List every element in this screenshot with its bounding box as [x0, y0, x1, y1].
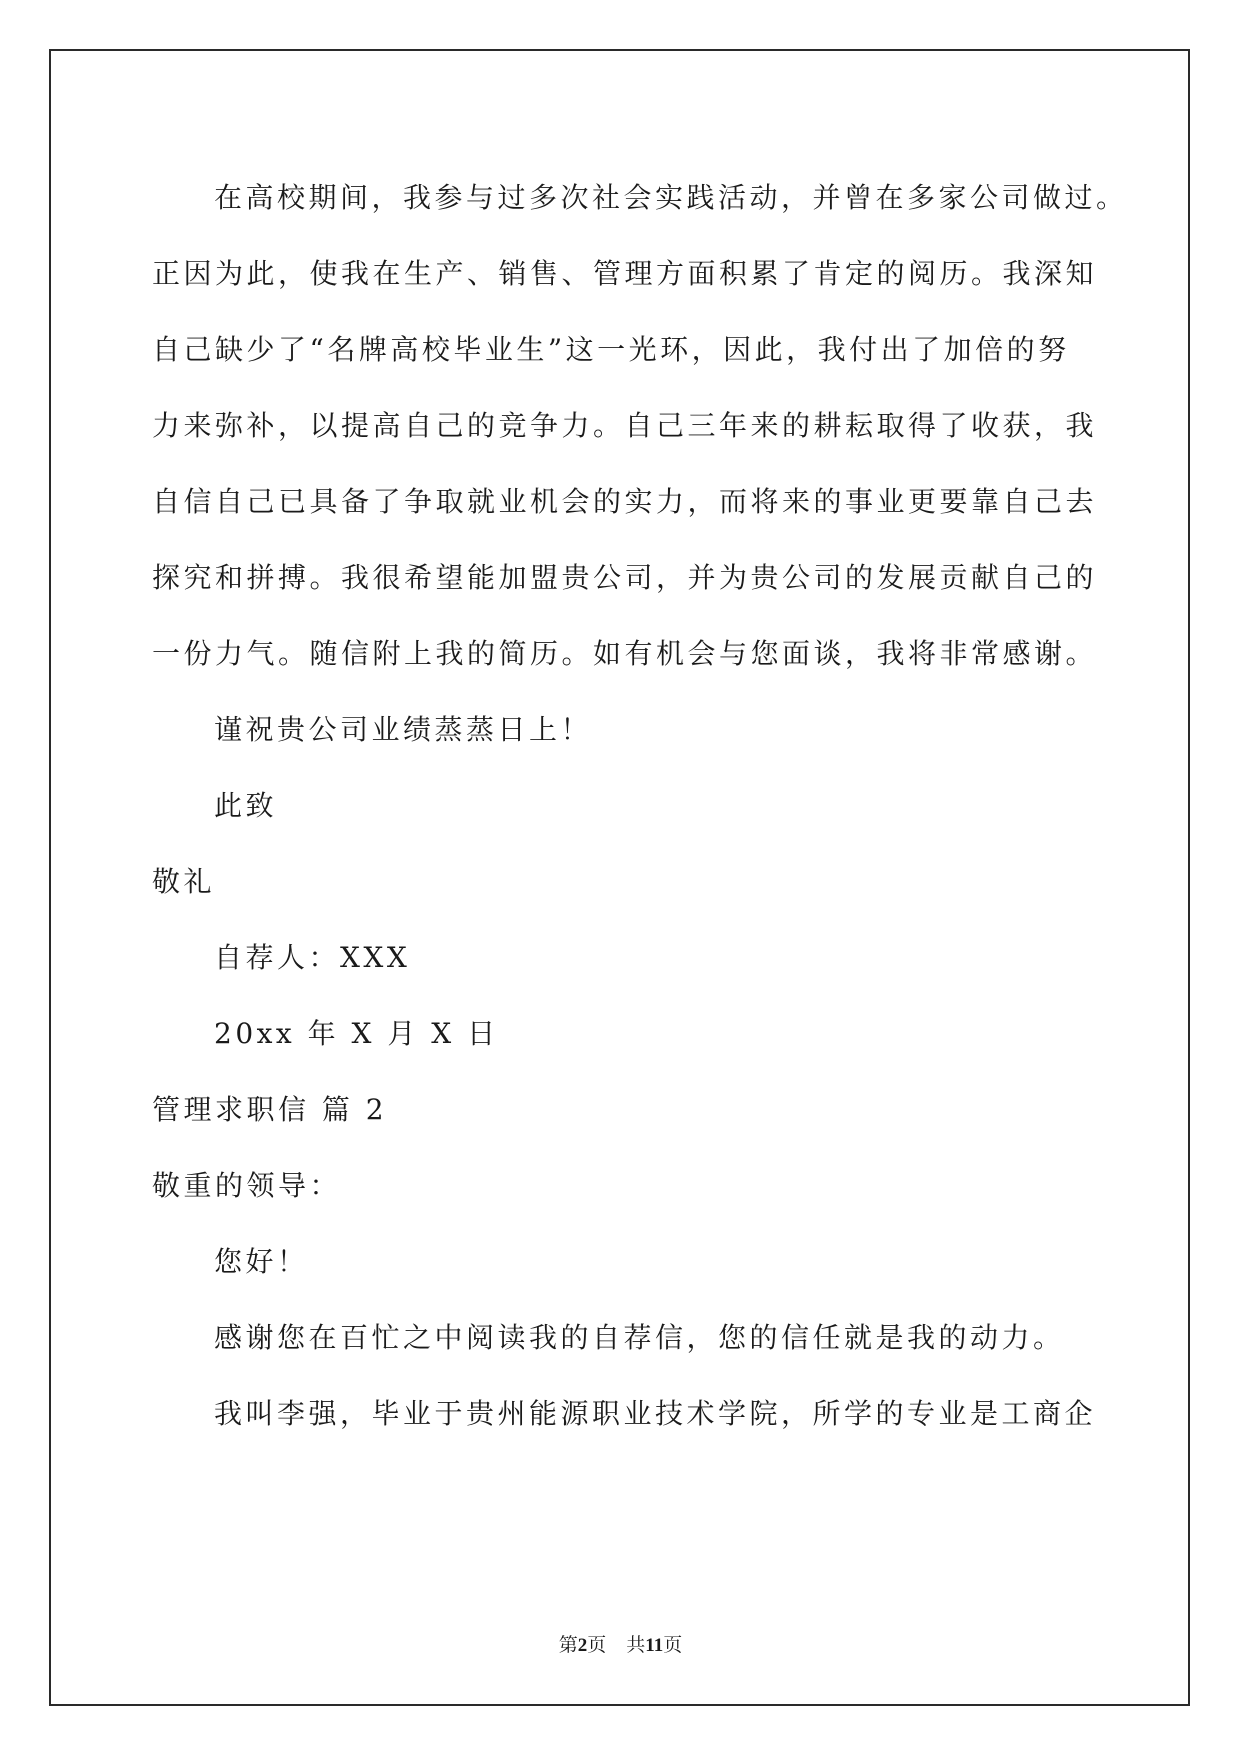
paragraph-line: 我叫李强，毕业于贵州能源职业技术学院，所学的专业是工商企 [214, 1397, 1097, 1430]
paragraph-line: 力来弥补，以提高自己的竞争力。自己三年来的耕耘取得了收获，我 [152, 409, 1098, 442]
closing-wish: 谨祝贵公司业绩蒸蒸日上！ [214, 713, 593, 746]
page-number [0, 1630, 1241, 1657]
page-prefix: 第 [558, 1635, 578, 1656]
signature: 自荐人：XXX [214, 941, 411, 974]
total-pages: 11 [645, 1635, 664, 1656]
paragraph-line: 探究和拼搏。我很希望能加盟贵公司，并为贵公司的发展贡献自己的 [152, 561, 1098, 594]
greeting: 您好！ [214, 1245, 309, 1278]
paragraph-line: 在高校期间，我参与过多次社会实践活动，并曾在多家公司做过。 [214, 181, 1128, 214]
date-line: 20xx 年 X 月 X 日 [214, 1017, 499, 1050]
page-suffix: 页 [587, 1635, 607, 1656]
paragraph-line: 一份力气。随信附上我的简历。如有机会与您面谈，我将非常感谢。 [152, 637, 1098, 670]
letter-body [152, 160, 1128, 1452]
paragraph-line: 感谢您在百忙之中阅读我的自荐信，您的信任就是我的动力。 [214, 1321, 1065, 1354]
greeting-recipient: 敬重的领导： [152, 1169, 342, 1202]
paragraph-line: 自己缺少了“名牌高校毕业生”这一光环，因此，我付出了加倍的努 [152, 333, 1070, 366]
total-suffix: 页 [663, 1635, 683, 1656]
section-title: 管理求职信 篇 2 [152, 1093, 388, 1126]
paragraph-line: 正因为此，使我在生产、销售、管理方面积累了肯定的阅历。我深知 [152, 257, 1098, 290]
current-page: 2 [577, 1635, 588, 1656]
salutation-closing: 此致 [214, 789, 278, 822]
salutation-regards: 敬礼 [152, 865, 216, 898]
total-prefix: 共 [626, 1635, 646, 1656]
paragraph-line: 自信自己已具备了争取就业机会的实力，而将来的事业更要靠自己去 [152, 485, 1098, 518]
